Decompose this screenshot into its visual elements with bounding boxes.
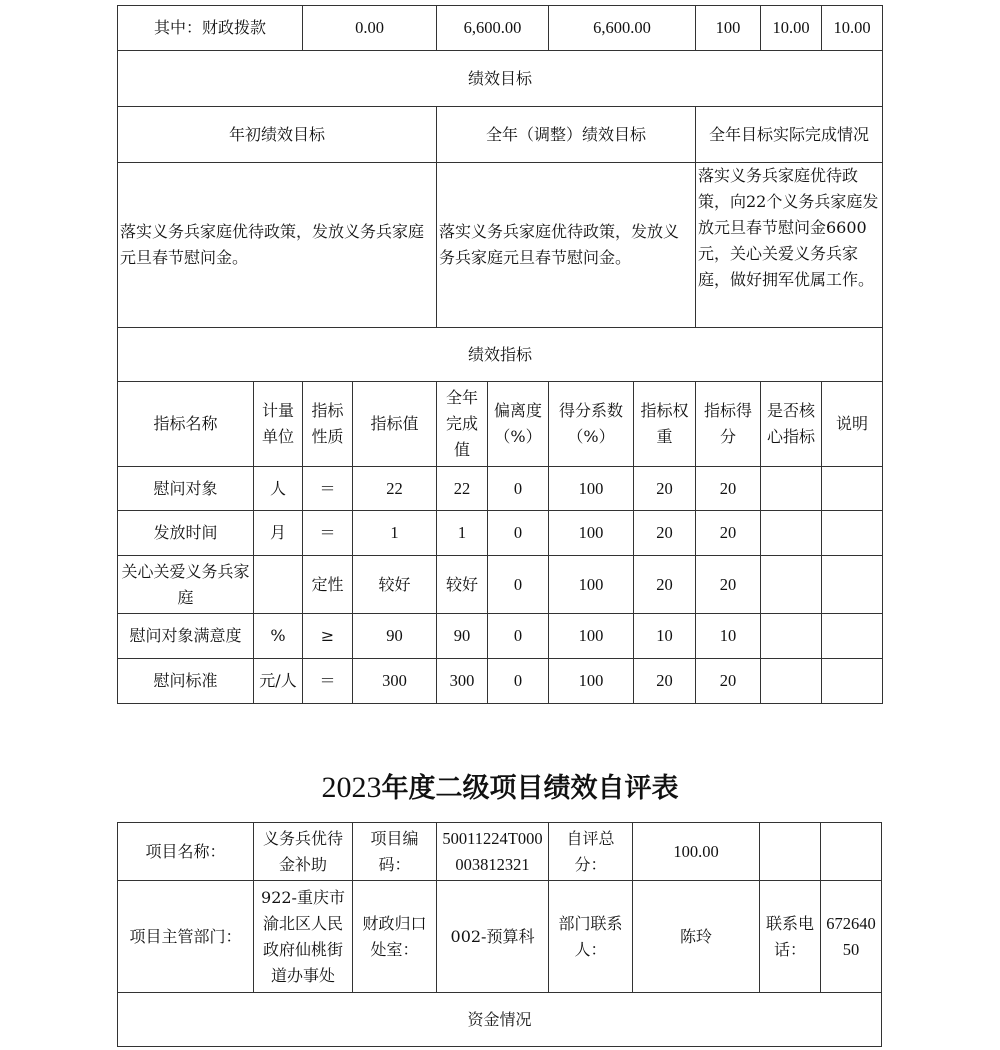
indicator-cell: 0 <box>488 467 549 511</box>
indicator-cell: 月 <box>254 511 303 556</box>
indicator-cell: 100 <box>549 511 634 556</box>
indicator-cell <box>822 511 883 556</box>
funding-label: 其中：财政拨款 <box>118 6 303 51</box>
indicator-cell: 10 <box>634 614 696 659</box>
indicator-cell: 元/人 <box>254 659 303 704</box>
project-name-value: 义务兵优待金补助 <box>254 823 353 881</box>
indicator-cell: 20 <box>696 659 761 704</box>
form-title <box>0 766 1000 805</box>
indicator-cell: 慰问标准 <box>118 659 254 704</box>
funding-value: 6,600.00 <box>437 6 549 51</box>
indicator-cell: 300 <box>353 659 437 704</box>
indicator-cell: 0 <box>488 556 549 614</box>
funding-value: 10.00 <box>822 6 883 51</box>
performance-table <box>117 5 883 704</box>
indicator-cell: 关心关爱义务兵家庭 <box>118 556 254 614</box>
indicator-row <box>118 467 883 511</box>
indicator-header-row <box>118 382 883 467</box>
indicator-cell: 300 <box>437 659 488 704</box>
indicator-cell: 发放时间 <box>118 511 254 556</box>
project-code-label: 项目编码： <box>353 823 437 881</box>
indicator-cell: 0 <box>488 659 549 704</box>
goals-section-title: 绩效目标 <box>118 51 883 107</box>
indicator-header: 指标名称 <box>118 382 254 467</box>
phone-label: 联系电话： <box>760 881 821 993</box>
indicator-header: 指标性质 <box>303 382 353 467</box>
funds-section-title: 资金情况 <box>118 993 882 1047</box>
goal-header-actual: 全年目标实际完成情况 <box>696 107 883 163</box>
indicator-cell: ＝ <box>303 659 353 704</box>
indicator-cell: 20 <box>696 556 761 614</box>
indicator-header: 说明 <box>822 382 883 467</box>
goal-header-initial: 年初绩效目标 <box>118 107 437 163</box>
indicator-cell <box>761 511 822 556</box>
indicator-header: 指标得分 <box>696 382 761 467</box>
goal-actual: 落实义务兵家庭优待政策，向22个义务兵家庭发放元旦春节慰问金6600元，关心关爱义务兵家庭，做好拥军优属工作。 <box>696 163 883 328</box>
indicator-cell: % <box>254 614 303 659</box>
funding-value: 10.00 <box>761 6 822 51</box>
indicator-cell <box>761 659 822 704</box>
indicator-cell: 慰问对象满意度 <box>118 614 254 659</box>
indicator-header: 计量单位 <box>254 382 303 467</box>
indicator-cell: 90 <box>353 614 437 659</box>
indicator-cell <box>761 556 822 614</box>
indicator-cell: 90 <box>437 614 488 659</box>
indicator-cell: ≥ <box>303 614 353 659</box>
funding-value: 100 <box>696 6 761 51</box>
indicator-row <box>118 556 883 614</box>
indicator-cell <box>761 467 822 511</box>
dept-value: 922-重庆市渝北区人民政府仙桃街道办事处 <box>254 881 353 993</box>
indicators-section-title: 绩效指标 <box>118 328 883 382</box>
contact-value: 陈玲 <box>633 881 760 993</box>
indicator-cell: 22 <box>353 467 437 511</box>
indicator-cell: 20 <box>696 467 761 511</box>
form-title-year: 2023 <box>321 771 382 804</box>
indicator-cell: 较好 <box>353 556 437 614</box>
indicator-cell: 人 <box>254 467 303 511</box>
indicator-cell <box>822 556 883 614</box>
indicator-cell: 定性 <box>303 556 353 614</box>
goal-initial: 落实义务兵家庭优待政策，发放义务兵家庭元旦春节慰问金。 <box>118 163 437 328</box>
indicator-cell: ＝ <box>303 511 353 556</box>
indicator-cell <box>822 659 883 704</box>
project-code-value: 50011224T000003812321 <box>437 823 549 881</box>
indicator-cell: ＝ <box>303 467 353 511</box>
indicator-cell: 慰问对象 <box>118 467 254 511</box>
indicator-cell: 0 <box>488 511 549 556</box>
indicator-header: 得分系数（%） <box>549 382 634 467</box>
indicator-cell <box>761 614 822 659</box>
indicator-cell <box>254 556 303 614</box>
goal-header-adjusted: 全年（调整）绩效目标 <box>437 107 696 163</box>
funding-row <box>118 6 883 51</box>
office-value: 002-预算科 <box>437 881 549 993</box>
contact-label: 部门联系人： <box>549 881 633 993</box>
score-value: 100.00 <box>633 823 760 881</box>
indicator-cell: 100 <box>549 467 634 511</box>
indicator-cell: 20 <box>634 659 696 704</box>
funding-value: 0.00 <box>303 6 437 51</box>
project-info-table <box>117 822 882 1047</box>
phone-value: 67264050 <box>821 881 882 993</box>
indicator-cell: 100 <box>549 556 634 614</box>
indicator-cell: 20 <box>634 511 696 556</box>
indicator-cell: 10 <box>696 614 761 659</box>
indicator-header: 指标值 <box>353 382 437 467</box>
indicator-header: 指标权重 <box>634 382 696 467</box>
project-name-label: 项目名称： <box>118 823 254 881</box>
score-label: 自评总分： <box>549 823 633 881</box>
indicator-cell: 1 <box>437 511 488 556</box>
indicator-cell: 0 <box>488 614 549 659</box>
indicator-cell: 1 <box>353 511 437 556</box>
indicator-cell: 较好 <box>437 556 488 614</box>
indicator-cell <box>822 614 883 659</box>
indicator-cell: 20 <box>634 556 696 614</box>
empty-cell <box>821 823 882 881</box>
indicator-cell: 22 <box>437 467 488 511</box>
indicator-cell: 20 <box>696 511 761 556</box>
indicator-row <box>118 659 883 704</box>
indicator-header: 是否核心指标 <box>761 382 822 467</box>
indicator-row <box>118 614 883 659</box>
indicator-cell: 20 <box>634 467 696 511</box>
office-label: 财政归口处室： <box>353 881 437 993</box>
empty-cell <box>760 823 821 881</box>
funding-value: 6,600.00 <box>549 6 696 51</box>
indicator-cell <box>822 467 883 511</box>
goal-adjusted: 落实义务兵家庭优待政策，发放义务兵家庭元旦春节慰问金。 <box>437 163 696 328</box>
indicator-row <box>118 511 883 556</box>
form-title-text: 年度二级项目绩效自评表 <box>381 773 679 804</box>
indicator-header: 全年完成值 <box>437 382 488 467</box>
dept-label: 项目主管部门： <box>118 881 254 993</box>
indicator-cell: 100 <box>549 659 634 704</box>
indicator-header: 偏离度（%） <box>488 382 549 467</box>
indicator-cell: 100 <box>549 614 634 659</box>
